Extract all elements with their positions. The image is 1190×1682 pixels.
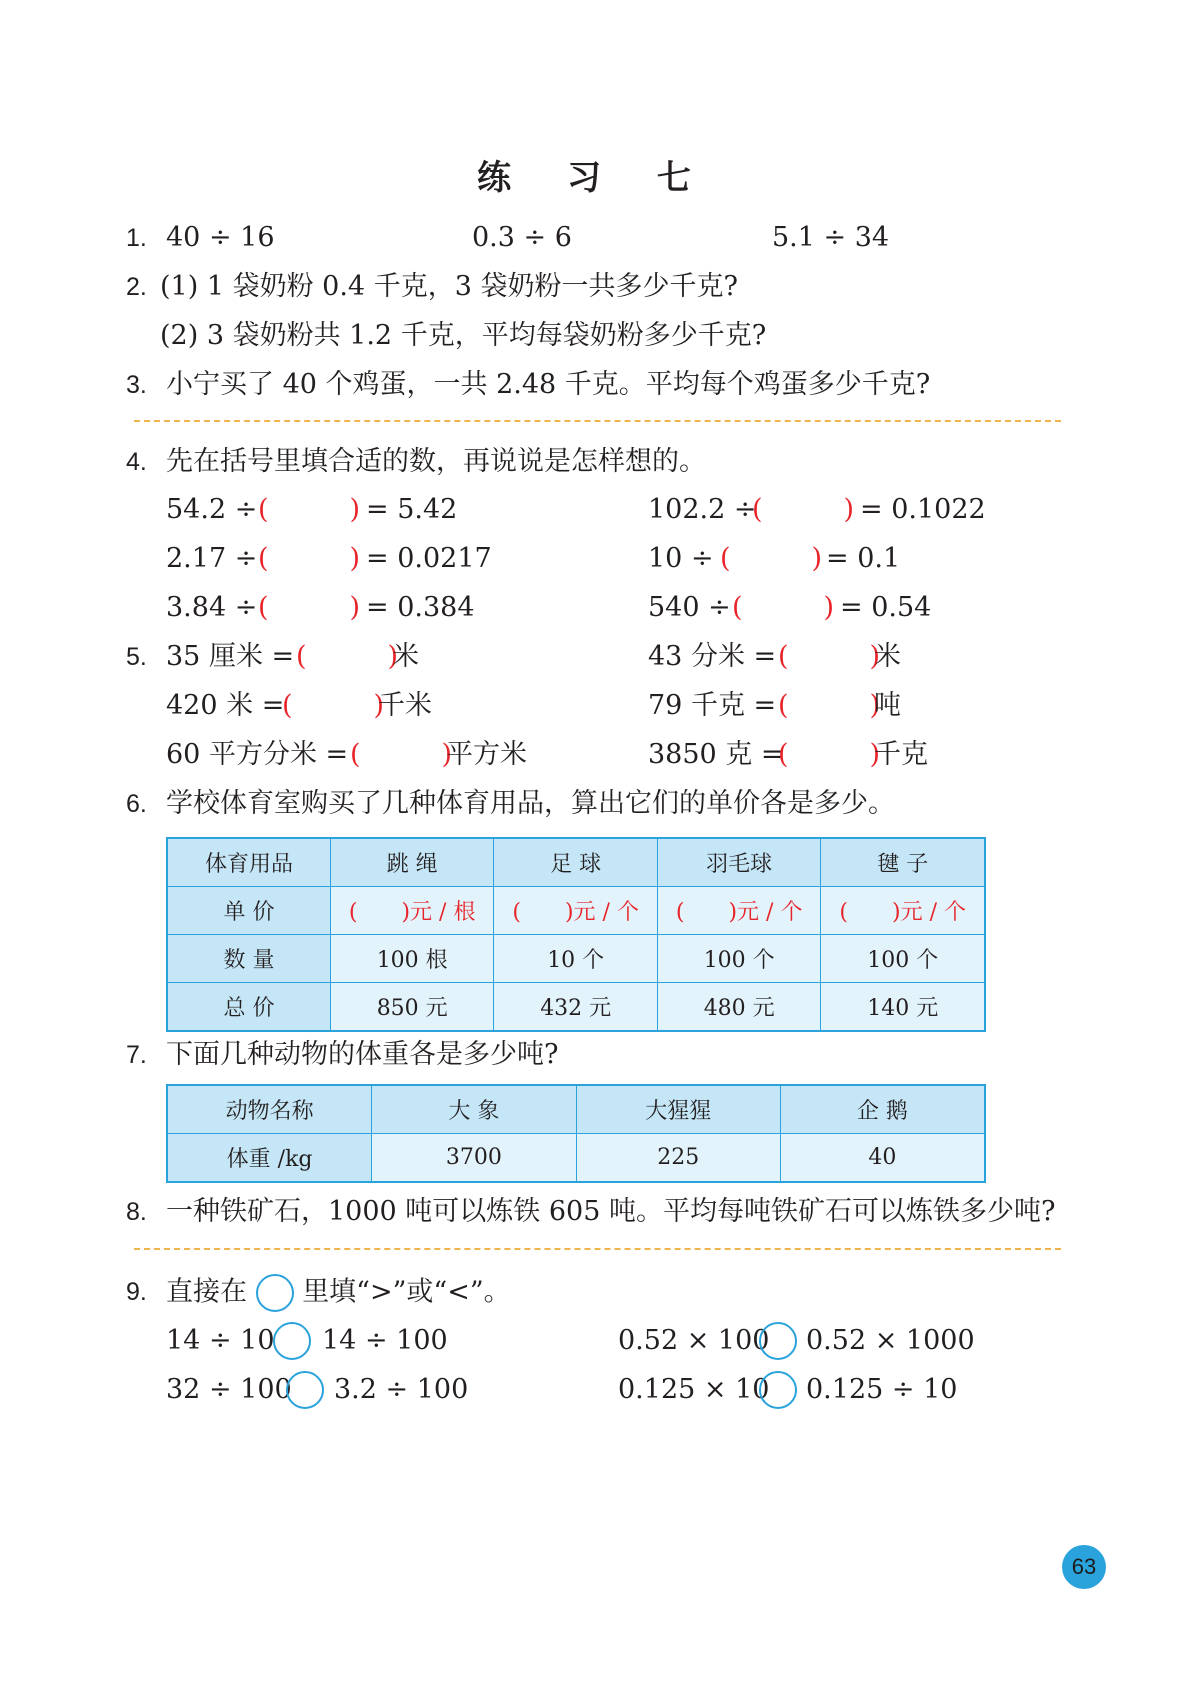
table-cell: 100 根 xyxy=(330,935,494,983)
table-row-header: 单 价 xyxy=(167,887,330,935)
table-header-cell: 体育用品 xyxy=(167,838,330,887)
q4-row3-left-blank[interactable]: ( ) xyxy=(258,592,361,623)
q4-row1-right-blank[interactable]: ( ) xyxy=(752,494,855,525)
table-cell-blank[interactable]: ( )元 / 根 xyxy=(330,887,494,935)
q9-number: 9. xyxy=(126,1278,147,1306)
q9-instruction xyxy=(166,1274,511,1312)
q5-row3-left-label: 60 平方分米 = xyxy=(166,739,349,770)
table-row xyxy=(167,983,985,1032)
q9-row1-right-b: 0.52 × 1000 xyxy=(806,1325,975,1356)
table-row xyxy=(167,838,985,887)
section-divider xyxy=(134,1248,1061,1250)
section-divider xyxy=(134,420,1061,422)
q5-row2-right-label: 79 千克 = xyxy=(648,690,777,721)
q4-row2-right-blank[interactable]: ( ) xyxy=(720,543,823,574)
q5-row1-left-blank[interactable]: ( ) xyxy=(296,641,399,672)
q4-row3-right-dividend: 540 ÷ xyxy=(648,592,731,623)
table-cell: 40 xyxy=(780,1134,985,1183)
q3-number: 3. xyxy=(126,371,147,399)
table-row xyxy=(167,887,985,935)
q4-row2-left-result: = 0.0217 xyxy=(366,543,492,574)
q4-number: 4. xyxy=(126,448,147,476)
q4-row2-left-dividend: 2.17 ÷ xyxy=(166,543,258,574)
q9-row1-right-a: 0.52 × 100 xyxy=(618,1325,770,1356)
q4-row3-left-result: = 0.384 xyxy=(366,592,475,623)
q5-row3-right-blank[interactable]: ( ) xyxy=(778,739,881,770)
table-cell-blank[interactable]: ( )元 / 个 xyxy=(657,887,821,935)
q4-row3-left-dividend: 3.84 ÷ xyxy=(166,592,258,623)
page-title: 练 习 七 xyxy=(477,158,713,198)
table-row xyxy=(167,1085,985,1134)
table-header-cell: 跳 绳 xyxy=(330,838,494,887)
compare-circle-blank[interactable] xyxy=(759,1322,797,1360)
q4-row3-right-blank[interactable]: ( ) xyxy=(732,592,835,623)
q4-row1-right-result: = 0.1022 xyxy=(860,494,986,525)
table-cell: 100 个 xyxy=(821,935,985,983)
q4-row2-left-blank[interactable]: ( ) xyxy=(258,543,361,574)
q4-row1-left-result: = 5.42 xyxy=(366,494,458,525)
table-cell: 100 个 xyxy=(657,935,821,983)
table-cell: 225 xyxy=(576,1134,780,1183)
q2-line-2: (2) 3 袋奶粉共 1.2 千克，平均每袋奶粉多少千克? xyxy=(160,320,767,351)
q4-row2-right-dividend: 10 ÷ xyxy=(648,543,714,574)
q7-text: 下面几种动物的体重各是多少吨? xyxy=(166,1039,559,1070)
q8-number: 8. xyxy=(126,1198,147,1226)
q6-number: 6. xyxy=(126,790,147,818)
table-row-header: 体重 /kg xyxy=(167,1134,372,1183)
q9-row1-left-b: 14 ÷ 100 xyxy=(322,1325,448,1356)
q5-row1-right-blank[interactable]: ( ) xyxy=(778,641,881,672)
q4-row1-right-dividend: 102.2 ÷ xyxy=(648,494,757,525)
q4-row1-left-blank[interactable]: ( ) xyxy=(258,494,361,525)
q5-row3-right-unit: 千克 xyxy=(874,739,928,770)
q9-text-a: 直接在 xyxy=(166,1276,247,1308)
q8-text: 一种铁矿石，1000 吨可以炼铁 605 吨。平均每吨铁矿石可以炼铁多少吨? xyxy=(166,1196,1056,1227)
q5-number: 5. xyxy=(126,643,147,671)
compare-circle-blank[interactable] xyxy=(759,1371,797,1409)
compare-circle-blank[interactable] xyxy=(273,1322,311,1360)
q2-number: 2. xyxy=(126,273,147,301)
animal-weight-table xyxy=(166,1084,986,1183)
table-cell-blank[interactable]: ( )元 / 个 xyxy=(494,887,658,935)
table-row xyxy=(167,935,985,983)
table-header-cell: 企 鹅 xyxy=(780,1085,985,1134)
table-cell: 432 元 xyxy=(494,983,658,1032)
q4-row3-right-result: = 0.54 xyxy=(840,592,932,623)
table-header-cell: 动物名称 xyxy=(167,1085,372,1134)
q5-row2-left-unit: 千米 xyxy=(378,690,432,721)
q5-row1-left-unit: 米 xyxy=(392,641,419,672)
q5-row2-right-unit: 吨 xyxy=(874,690,901,721)
table-cell: 10 个 xyxy=(494,935,658,983)
compare-circle-blank[interactable] xyxy=(286,1371,324,1409)
table-header-cell: 大猩猩 xyxy=(576,1085,780,1134)
q9-row2-right-a: 0.125 × 10 xyxy=(618,1374,770,1405)
table-row-header: 总 价 xyxy=(167,983,330,1032)
page-number: 63 xyxy=(1062,1545,1106,1589)
table-cell-blank[interactable]: ( )元 / 个 xyxy=(821,887,985,935)
q5-row2-right-blank[interactable]: ( ) xyxy=(778,690,881,721)
circle-icon xyxy=(256,1274,294,1312)
q5-row1-left-label: 35 厘米 = xyxy=(166,641,295,672)
q7-number: 7. xyxy=(126,1041,147,1069)
q3-text: 小宁买了 40 个鸡蛋，一共 2.48 千克。平均每个鸡蛋多少千克? xyxy=(166,369,931,400)
table-header-cell: 羽毛球 xyxy=(657,838,821,887)
table-row-header: 数 量 xyxy=(167,935,330,983)
table-header-cell: 足 球 xyxy=(494,838,658,887)
q1-item-2: 0.3 ÷ 6 xyxy=(472,222,572,253)
q5-row3-left-blank[interactable]: ( ) xyxy=(350,739,453,770)
q5-row3-right-label: 3850 克 = xyxy=(648,739,784,770)
q5-row2-left-label: 420 米 = xyxy=(166,690,285,721)
q9-row2-right-b: 0.125 ÷ 10 xyxy=(806,1374,958,1405)
table-cell: 480 元 xyxy=(657,983,821,1032)
q9-row1-left-a: 14 ÷ 10 xyxy=(166,1325,275,1356)
q9-row2-left-b: 3.2 ÷ 100 xyxy=(334,1374,469,1405)
q9-text-b: 里填“>”或“<”。 xyxy=(302,1276,511,1308)
q1-item-3: 5.1 ÷ 34 xyxy=(772,222,890,253)
q1-number: 1. xyxy=(126,224,147,252)
q5-row1-right-unit: 米 xyxy=(874,641,901,672)
table-header-cell: 毽 子 xyxy=(821,838,985,887)
table-cell: 140 元 xyxy=(821,983,985,1032)
q5-row1-right-label: 43 分米 = xyxy=(648,641,777,672)
q9-row2-left-a: 32 ÷ 100 xyxy=(166,1374,292,1405)
table-cell: 850 元 xyxy=(330,983,494,1032)
q1-item-1: 40 ÷ 16 xyxy=(166,222,275,253)
q5-row3-left-unit: 平方米 xyxy=(446,739,527,770)
sports-goods-table xyxy=(166,837,986,1032)
q5-row2-left-blank[interactable]: ( ) xyxy=(282,690,385,721)
table-header-cell: 大 象 xyxy=(372,1085,576,1134)
table-cell: 3700 xyxy=(372,1134,576,1183)
q4-row2-right-result: = 0.1 xyxy=(826,543,901,574)
q4-text: 先在括号里填合适的数，再说说是怎样想的。 xyxy=(166,446,706,477)
q2-line-1: (1) 1 袋奶粉 0.4 千克，3 袋奶粉一共多少千克? xyxy=(160,271,738,302)
q6-text: 学校体育室购买了几种体育用品，算出它们的单价各是多少。 xyxy=(166,788,895,819)
table-row xyxy=(167,1134,985,1183)
q4-row1-left-dividend: 54.2 ÷ xyxy=(166,494,258,525)
